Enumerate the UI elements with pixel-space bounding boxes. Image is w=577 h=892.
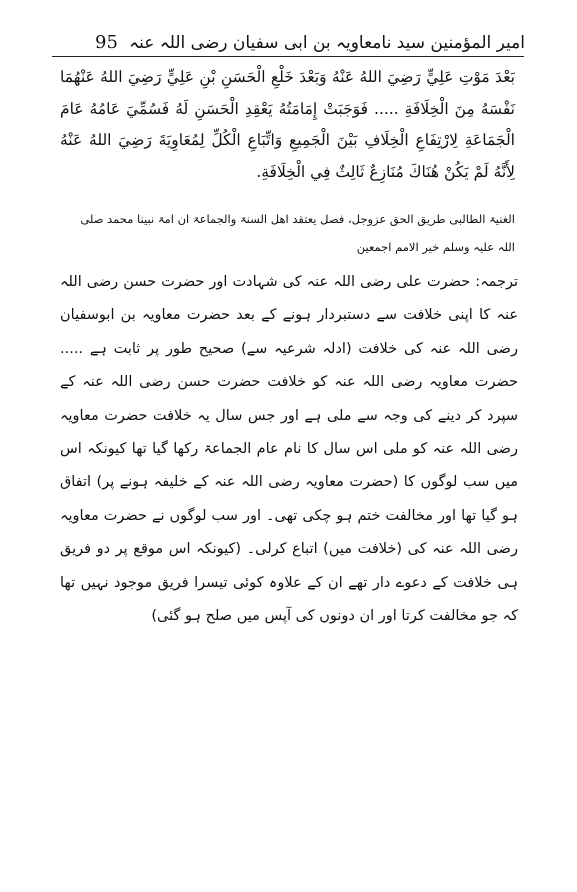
source-citation: الغنیۃ الطالبی طریق الحق عزوجل، فصل یعتقد اھل السنۃ والجماعۃ ان امۃ نبینا محمد صلی اللہ علیہ وسلم خیر الامم اجمعین bbox=[80, 212, 515, 254]
arabic-quotation: بَعْدَ مَوْتِ عَلِيٍّ رَضِيَ اللهُ عَنْهُ وَبَعْدَ خَلْعِ الْحَسَنِ بْنِ عَلِيٍّ رَضِيَ اللهُ عَنْهُمَا نَفْسَهُ مِنَ الْخِلَافَةِ ..... فَوَجَبَتْ إِمَامَتُهُ يَعْقِدِ الْحَسَنِ لَهُ فَسُمِّيَ عَامُهُ عَامَ الْجَمَاعَةِ لِارْتِفَاعِ الْخِلَافِ بَيْنَ الْجَمِيعِ وَاتِّبَاعِ الْكُلِّ لِمُعَاوِيَةَ رَضِيَ اللهُ عَنْهُ لِأَنَّهُ لَمْ يَكُنْ هُنَاكَ مُنَازِعٌ ثَالِثٌ فِي الْخِلَافَةِ. bbox=[60, 68, 515, 181]
page-number: 95 bbox=[95, 31, 118, 53]
header-title: امیر المؤمنین سید نامعاویہ بن ابی سفیان رضی اللہ عنہ bbox=[129, 32, 525, 53]
running-header bbox=[95, 28, 525, 56]
header-rule bbox=[52, 56, 524, 57]
urdu-translation: ترجمہ: حضرت علی رضی اللہ عنہ کی شہادت اور حضرت حسن رضی اللہ عنہ کا اپنی خلافت سے دستبردار ہونے کے بعد حضرت معاویہ بن ابوسفیان رضی اللہ عنہ کی خلافت (ادلہ شرعیہ سے) صحیح طور پر ثابت ہے ..... حضرت معاویہ رضی اللہ عنہ کو خلافت حضرت حسن رضی اللہ عنہ کے سپرد کر دینے کی وجہ سے ملی ہے اور جس سال یہ خلافت حضرت معاویہ رضی اللہ عنہ کو ملی اس سال کا نام عام الجماعۃ رکھا گیا تھا کیونکہ اس میں سب لوگوں کا (حضرت معاویہ رضی اللہ عنہ کے خلیفہ ہونے پر) اتفاق ہو گیا تھا اور مخالفت ختم ہو چکی تھی۔ اور سب لوگوں نے حضرت معاویہ رضی اللہ عنہ کی (خلافت میں) اتباع کرلی۔ (کیونکہ اس موقع پر دو فریق ہی خلافت کے دعوے دار تھے ان کے علاوہ کوئی تیسرا فریق موجود نہیں تھا کہ جو مخالفت کرتا اور ان دونوں کی آپس میں صلح ہو گئی) bbox=[60, 274, 518, 625]
